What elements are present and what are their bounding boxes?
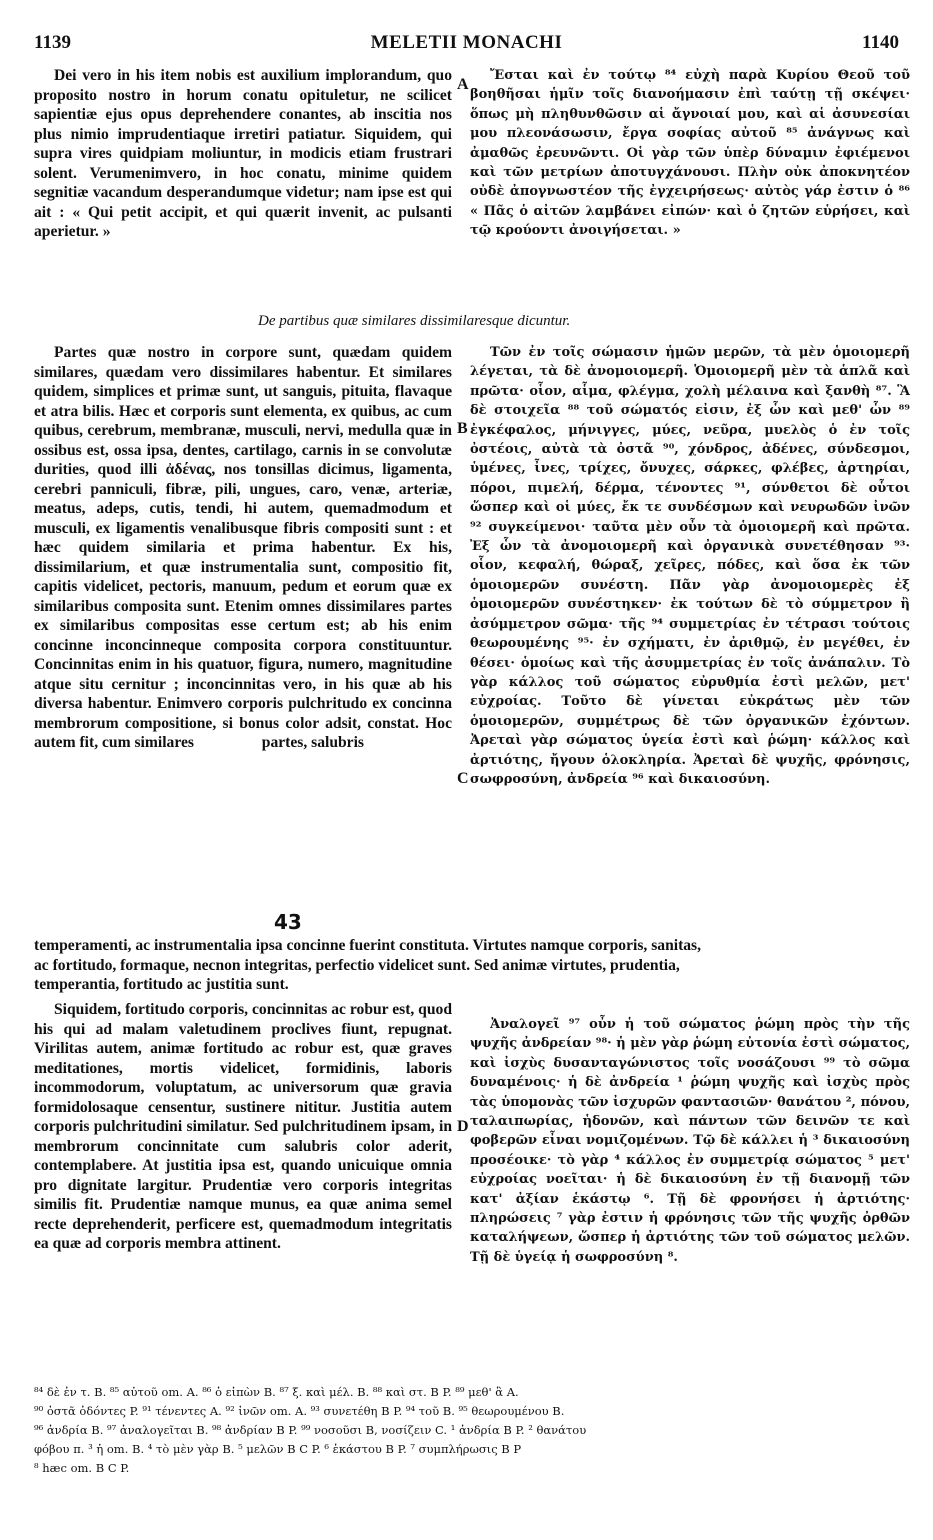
footnote-line: φόβου π. ³ ἡ om. B. ⁴ τὸ μὲν γὰρ B. ⁵ μελῶν B C P. ⁶ ἑκάστου B P. ⁷ συμπλήρωσις B P xyxy=(34,1442,522,1456)
column-number-left: 1139 xyxy=(34,32,71,53)
column-number-right: 1140 xyxy=(862,32,899,53)
running-title: MELETII MONACHI xyxy=(370,32,563,53)
footnotes xyxy=(34,1383,919,1478)
page-signature: 43 xyxy=(274,910,302,934)
latin-paragraph xyxy=(34,343,452,753)
fullwidth-lines xyxy=(34,936,919,995)
margin-marker-c: C xyxy=(457,770,469,787)
footnote-line: ⁹⁶ ἀνδρία B. ⁹⁷ ἀναλογεῖται B. ⁹⁸ ἀνδρίαν B P. ⁹⁹ νοσοῦσι B, νοσίζειν C. ¹ ἀνδρία B P. ² θανάτου xyxy=(34,1423,587,1437)
latin-column-block1 xyxy=(34,66,452,242)
section-heading: De partibus quæ similares dissimilaresque dicuntur. xyxy=(258,313,571,329)
margin-marker-b: B xyxy=(457,420,468,437)
footnote-line: ⁸⁴ δὲ ἐν τ. B. ⁸⁵ αὐτοῦ om. A. ⁸⁶ ὁ εἰπὼν B. ⁸⁷ ξ. καὶ μέλ. B. ⁸⁸ καὶ στ. B P. ⁸⁹ μεθ' ἃ A. xyxy=(34,1385,519,1399)
footnote-line: ⁸ hæc om. B C P. xyxy=(34,1461,130,1475)
greek-column-block3 xyxy=(470,1015,910,1267)
greek-column-block2 xyxy=(470,343,910,789)
latin-column-block3 xyxy=(34,1000,452,1254)
latin-column-block2 xyxy=(34,343,452,753)
latin-paragraph: Siquidem, fortitudo corporis, concinnitas ac robur est, quod his qui ad malam valetudinem proclives fiunt, repugnat. Virilitas autem, animæ fortitudo ac robur est, quæ graves meditationes, mortis videlicet, formidinis, laboris incommodorum, voluptatum, ac universorum quæ gravia formidolosaque censentur, sustinere nititur. Justitia autem corporis pulchritudini similatur. Sed pulchritudinem ipsam, in membrorum concinnitate cum salubris color aderit, contemplabere. At justitia ipsa est, quando unicuique omnia pro dignitate largitur. Prudentiæ vero corporis integritas similis fit. Prudentiæ namque munus, ea quæ anima semel recte deprehenderit, perficere est, quemadmodum integritatis ea quæ ad corporis membra attinent. xyxy=(34,1001,452,1252)
latin-paragraph: Dei vero in his item nobis est auxilium implorandum, quo proposito nostro in horum conatu opituletur, ne scilicet sapientiæ ejus opus deprehendere conantes, ab inscitia nos plus nimio imprudentiaque irretiri patiatur. Siquidem, qui supra vires quidpiam moliuntur, in modicis etiam frustrari solent. Verumenimvero, in hoc conatu, minime quidem segnitiæ vacandum desperandumque videtur; nam ipse est qui ait : « Qui petit accipit, et qui quærit invenit, ac pulsanti aperietur. » xyxy=(34,67,452,240)
fullwidth-line: ac fortitudo, formaque, necnon integritas, perfectio videlicet sunt. Sed animæ virtutes, prudentia, xyxy=(34,956,680,974)
margin-marker-d: D xyxy=(457,1118,469,1135)
greek-column-block1 xyxy=(470,66,910,241)
fullwidth-line: temperantia, fortitudo ac justitia sunt. xyxy=(34,976,289,993)
footnote-line: ⁹⁰ ὀστᾶ ὀδόντες P. ⁹¹ τένεντες A. ⁹² ἰνῶν om. A. ⁹³ συνετέθη B P. ⁹⁴ τοῦ B. ⁹⁵ θεωρουμένου B. xyxy=(34,1404,565,1418)
fullwidth-line: temperamenti, ac instrumentalia ipsa concinne fuerint constituta. Virtutes namque corporis, sanitas, xyxy=(34,937,702,954)
latin-text: Partes quæ nostro in corpore sunt, quædam quidem similares, quædam vero dissimilares habentur. Et similares quidem, simplices et primæ sunt, ut sanguis, pituita, flavaque et atra bilis. Hæc et corporis sunt elementa, ex quibus, ac cum quibus, cerebrum, membranæ, musculi, nervi, medulla quæ in ossibus est, ossa ipsa, dentes, cartilago, carnis in se convolutæ durities, quod illi ἀδένας, nos tonsillas dicimus, ligamenta, cerebri panniculi, fibræ, pili, ungues, caro, venæ, arteriæ, meatus, adeps, cutis, tendi, hi autem, quemadmodum et musculi, ex ligamentis venalibusque fibris compositi sunt : et hæc quidem similaria et prima habentur. Ex his, dissimilarium, et quæ instrumentalia sunt, compositio fit, capitis videlicet, pectoris, manuum, pedum et eorum quæ ex similaribus composita sunt. Etenim omnes dissimilares partes ex similaribus compositas esse certum est; ab his enim concinne inconcinneque composita corpora constituuntur. Concinnitas enim in his quatuor, figura, numero, magnitudine atque situ cernitur ; inconcinnitas vero, in his quæ ab his diversa habentur. Enimvero corporis pulchritudo ex concinna membrorum compositione, si bonus color adsit, constat. Hoc autem fit, cum similares xyxy=(34,344,452,751)
greek-paragraph: Τῶν ἐν τοῖς σώμασιν ἡμῶν μερῶν, τὰ μὲν ὁμοιομερῆ λέγεται, τὰ δὲ ἀνομοιομερῆ. Ὁμοιομερῆ μὲν τὰ ἁπλᾶ καὶ πρῶτα· οἷον, αἷμα, φλέγμα, χολὴ μέλαινα καὶ ξανθὴ ⁸⁷. Ἃ δὲ στοιχεῖα ⁸⁸ τοῦ σώματός εἰσιν, ἐξ ὧν καὶ μεθ' ὧν ⁸⁹ ἐγκέφαλος, μήνιγγες, μύες, νεῦρα, μυελὸς ὁ ἐν τοῖς ὀστέοις, αὐτὰ τὰ ὀστᾶ ⁹⁰, χόνδρος, ἀδένες, σύνδεσμοι, ὑμένες, ἶνες, τρίχες, ὄνυχες, σάρκες, φλέβες, ἀρτηρίαι, πόροι, πιμελή, δέρμα, τένοντες ⁹¹, σύνθετοι δὲ οὗτοι ὥσπερ καὶ οἱ μύες, ἔκ τε συνδέσμων καὶ νευρωδῶν ἰνῶν ⁹² συγκείμενοι· ταῦτα μὲν οὖν τὰ ὁμοιομερῆ καὶ πρῶτα. Ἐξ ὧν τὰ ἀνομοιομερῆ καὶ ὀργανικὰ συνετέθησαν ⁹³· οἷον, κεφαλή, θώραξ, χεῖρες, πόδες, καὶ ὅσα ἐκ τῶν ὁμοιομερῶν συνέστη. Πᾶν γὰρ ἀνομοιομερὲς ἐξ ὁμοιομερῶν συνέστηκεν· ἐκ τούτων δὲ τὸ σύμμετρον ἢ ἀσύμμετρον σῶμα· τῆς ⁹⁴ συμμετρίας ἐν τέτρασι τούτοις θεωρουμένης ⁹⁵· ἐν σχήματι, ἐν ἀριθμῷ, ἐν μεγέθει, ἐν θέσει· ὁμοίως καὶ τῆς ἀσυμμετρίας ἐν τοῖς ἀνάπαλιν. Τὸ γὰρ κάλλος τοῦ σώματος εὐρυθμία ἐστὶ μελῶν, μετ' εὐχροίας. Τοῦτο δὲ γίνεται εὐκράτως μὲν τῶν ὁμοιομερῶν, συμμέτρως δὲ τῶν ὀργανικῶν ἐχόντων. Ἀρεταὶ γὰρ σώματος ὑγεία ἐστὶ καὶ ῥώμη· κάλλος καὶ ἀρτιότης, ἤγουν ὁλοκληρία. Ἀρεταὶ δὲ ψυχῆς, φρόνησις, σωφροσύνη, ἀνδρεία ⁹⁶ καὶ δικαιοσύνη. xyxy=(470,345,910,787)
greek-paragraph: Ἔσται καὶ ἐν τούτῳ ⁸⁴ εὐχὴ παρὰ Κυρίου Θεοῦ τοῦ βοηθῆσαι ἡμῖν τοῖς διανοήμασιν ἐπὶ ταύτῃ τῇ σκέψει· ὅπως μὴ πληθυνθῶσιν αἱ ἄγνοιαί μου, καὶ αἱ ἀσυνεσίαι μου πλεονάσωσιν, ἔργα σοφίας αὐτοῦ ⁸⁵ ἀνάγνως καὶ ἀμαθῶς ἐρευνῶντι. Οἱ γὰρ τῶν ὑπὲρ δύναμιν ἐφιέμενοι καὶ τῶν μετρίων ἀποτυγχάνουσι. Πλὴν οὐκ ἀποκνητέον οὐδὲ ἀπογνωστέον τῆς ἐγχειρήσεως· αὐτὸς γάρ ἐστιν ὁ ⁸⁶ « Πᾶς ὁ αἰτῶν λαμβάνει εἰπών· καὶ ὁ ζητῶν εὑρήσει, καὶ τῷ κρούοντι ἀνοιγήσεται. » xyxy=(470,68,910,239)
greek-paragraph: Ἀναλογεῖ ⁹⁷ οὖν ἡ τοῦ σώματος ῥώμη πρὸς τὴν τῆς ψυχῆς ἀνδρείαν ⁹⁸· ἡ μὲν γὰρ ῥώμη εὐτονία ἐστὶ σώματος, καὶ ἰσχὺς δυσανταγώνιστος τοῖς νοσάζουσι ⁹⁹ τὸ σῶμα δυναμένοις· ἡ δὲ ἀνδρεία ¹ ῥώμη ψυχῆς καὶ ἰσχὺς πρὸς τὰς ὑπομονὰς τῶν ἰσχυρῶν φαντασιῶν· θανάτου ², πόνου, ταλαιπωρίας, ἡδονῶν, καὶ πάντων τῶν δεινῶν τε καὶ φοβερῶν εἶναι νομιζομένων. Τῷ δὲ κάλλει ἡ ³ δικαιοσύνη προσέοικε· τὸ γὰρ ⁴ κάλλος ἐν συμμετρίᾳ σώματος ⁵ μετ' εὐχροίας νοεῖται· ἡ δὲ δικαιοσύνη ἐν τῇ διανομῇ τῶν κατ' ἀξίαν ἑκάστῳ ⁶. Τῇ δὲ φρονήσει ἡ ἀρτιότης· πληρώσεις ⁷ γὰρ ἐστιν ἡ φρόνησις τῶν τῆς ψυχῆς ὀρθῶν καταλήψεων, ὥσπερ ἡ ἀρτιότης τῶν τοῦ σώματος μελῶν. Τῇ δὲ ὑγείᾳ ἡ σωφροσύνη ⁸. xyxy=(470,1017,911,1265)
margin-marker-a: A xyxy=(457,76,469,93)
running-header xyxy=(34,32,899,56)
latin-text-tail: partes, salubris xyxy=(261,734,365,751)
